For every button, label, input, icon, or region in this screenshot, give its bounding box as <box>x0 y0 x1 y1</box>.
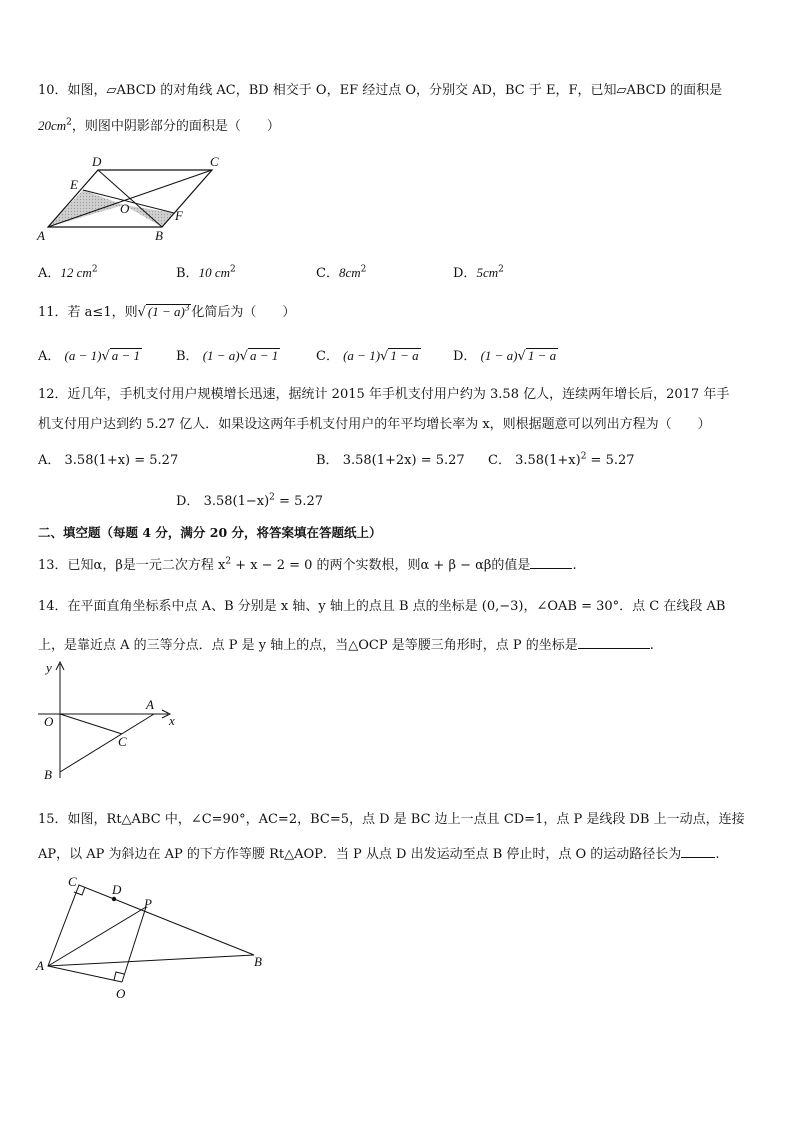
label-o: O <box>44 714 54 729</box>
option-key: D． <box>176 494 200 509</box>
q15-line2 <box>38 845 719 864</box>
label-y: y <box>46 660 52 675</box>
q10-option-c <box>316 264 366 283</box>
label-d: D <box>112 882 122 897</box>
q13-stem-mid: + x − 2 = 0 的两个实数根，则α + β − αβ的值是 <box>231 558 531 573</box>
segment-ab <box>60 714 154 772</box>
option-tail: = 5.27 <box>274 494 324 509</box>
segment-ao <box>48 966 122 982</box>
label-x: x <box>169 713 175 728</box>
q11-option-d <box>453 347 558 366</box>
option-radicand: a − 1 <box>111 348 141 363</box>
segment-oc <box>60 714 122 734</box>
label-a: A <box>146 697 154 712</box>
label-c: C <box>210 154 219 169</box>
option-exp: 2 <box>229 264 236 275</box>
label-a: A <box>37 228 45 243</box>
option-value: 3.58(1−x) <box>203 494 270 509</box>
option-exp: 2 <box>269 492 275 503</box>
q14-line2-text: 上，是靠近点 A 的三等分点．点 P 是 y 轴上的点，当△OCP 是等腰三角形时，点 P 的坐标是 <box>38 638 578 653</box>
q10-line2 <box>38 117 280 136</box>
q11-radicand <box>146 304 191 319</box>
q15-period: . <box>715 847 720 862</box>
q14-coordinate-figure <box>34 658 194 784</box>
q10-area-exp: 2 <box>66 117 72 128</box>
q12-line1: 12．近几年，手机支付用户规模增长迅速，据统计 2015 年手机支付用户约为 3.58 亿人，连续两年增长后，2017 年手 <box>38 387 730 402</box>
option-radicand: a − 1 <box>249 348 279 363</box>
q11-stem-pre: 11．若 a≤1，则 <box>38 305 138 320</box>
option-value: 3.58(1+2x) = 5.27 <box>342 453 465 468</box>
q15-line2-text: AP，以 AP 为斜边在 AP 的下方作等腰 Rt△AOP．当 P 从点 D 出发运动至点 B 停止时，点 O 的运动路径长为 <box>38 847 682 862</box>
label-e: E <box>70 177 78 192</box>
option-exp: 2 <box>91 264 98 275</box>
option-value: 3.58(1+x) = 5.27 <box>64 453 179 468</box>
option-key: B． <box>176 349 199 364</box>
q11-stem <box>38 304 295 322</box>
q13-exp: 2 <box>225 556 232 567</box>
q11-option-a <box>38 347 142 366</box>
q15-answer-blank[interactable] <box>681 845 715 858</box>
label-b: B <box>254 954 262 969</box>
q12-option-a <box>38 452 178 470</box>
q10-stem-line2: ，则图中阴影部分的面积是（ ） <box>71 119 280 134</box>
option-key: C． <box>488 453 511 468</box>
sqrt-sign: √ <box>101 349 110 364</box>
sqrt-sign: √ <box>517 349 526 364</box>
option-radicand: 1 − a <box>527 348 557 363</box>
option-radicand: 1 − a <box>390 348 419 363</box>
q13-period: . <box>572 558 577 573</box>
q11-option-c <box>316 347 421 366</box>
option-value: 12 cm <box>60 265 92 280</box>
q13-stem-pre: 13．已知α，β是一元二次方程 x <box>38 558 226 573</box>
q11-option-b <box>176 347 280 366</box>
q15-line1: 15．如图，Rt△ABC 中，∠C=90°，AC=2，BC=5，点 D 是 BC 边上一点且 CD=1，点 P 是线段 DB 上一动点，连接 <box>38 812 745 827</box>
q12-option-b <box>316 452 465 470</box>
option-exp: 2 <box>360 264 367 275</box>
option-value: 5cm <box>476 265 499 280</box>
q15-triangle-figure <box>34 870 274 1002</box>
option-value: 10 cm <box>198 265 230 280</box>
q14-period: . <box>649 638 654 653</box>
option-key: A． <box>38 349 61 364</box>
q12-line2: 机支付用户达到约 5.27 亿人．如果设这两年手机支付用户的年平均增长率为 x，则根据题意可以列出方程为（ ） <box>38 417 711 432</box>
q10-option-b <box>176 264 236 283</box>
segment-op <box>122 907 146 982</box>
q12-option-d <box>176 493 323 511</box>
option-key: B． <box>316 453 339 468</box>
option-coef: (1 − a) <box>480 348 518 363</box>
option-key: C． <box>316 266 339 281</box>
diagonal-bd <box>98 170 162 227</box>
shaded-region-left <box>48 190 124 227</box>
q14-line2 <box>38 636 654 655</box>
label-o: O <box>120 201 130 216</box>
sqrt-sign: √ <box>239 349 248 364</box>
option-coef: (a − 1) <box>343 348 381 363</box>
option-key: A． <box>38 266 61 281</box>
q13-stem <box>38 556 577 575</box>
option-coef: (1 − a) <box>202 348 240 363</box>
q12-option-c <box>488 452 635 470</box>
label-c: C <box>118 734 127 749</box>
q10-option-d <box>453 264 504 283</box>
q11-stem-post: 化简后为（ ） <box>191 305 296 320</box>
point-d <box>112 897 116 901</box>
label-o: O <box>116 986 126 1001</box>
option-tail: = 5.27 <box>586 453 635 468</box>
label-f: F <box>175 208 183 223</box>
option-value: 3.58(1+x) <box>515 453 581 468</box>
segment-ap <box>48 907 146 966</box>
q14-line1: 14．在平面直角坐标系中点 A、B 分别是 x 轴、y 轴上的点且 B 点的坐标是 (0,−3)，∠OAB = 30°．点 C 在线段 AB <box>38 599 726 614</box>
q14-answer-blank[interactable] <box>578 636 650 649</box>
q10-stem-line1: 如图，▱ABCD 的对角线 AC，BD 相交于 O，EF 经过点 O，分别交 AD，BC 于 E，F，已知▱ABCD 的面积是 <box>67 83 723 98</box>
radicand-exp: 3 <box>184 302 190 313</box>
option-key: D． <box>453 266 477 281</box>
label-d: D <box>92 154 102 169</box>
option-value: 8cm <box>338 265 361 280</box>
option-exp: 2 <box>580 451 587 462</box>
label-c: C <box>68 874 77 889</box>
option-key: D． <box>453 349 477 364</box>
label-p: P <box>144 896 152 911</box>
q10-number: 10． <box>38 83 68 98</box>
q10-parallelogram-figure <box>34 150 234 246</box>
option-key: B． <box>176 266 199 281</box>
q10-option-a <box>38 264 98 283</box>
section-heading: 二、填空题（每题 4 分，满分 20 分，将答案填在答题纸上） <box>38 525 382 540</box>
q10-line1 <box>38 82 722 100</box>
option-key: A． <box>38 453 61 468</box>
label-a: A <box>36 958 44 973</box>
option-exp: 2 <box>498 264 504 275</box>
q10-area-value: 20cm <box>38 118 67 133</box>
radicand-text: (1 − a) <box>147 304 185 319</box>
sqrt-sign: √ <box>137 305 146 320</box>
option-coef: (a − 1) <box>64 348 102 363</box>
q13-answer-blank[interactable] <box>530 556 572 569</box>
option-key: C． <box>316 349 339 364</box>
label-b: B <box>155 228 163 243</box>
sqrt-sign: √ <box>380 349 389 364</box>
label-b: B <box>44 767 52 782</box>
